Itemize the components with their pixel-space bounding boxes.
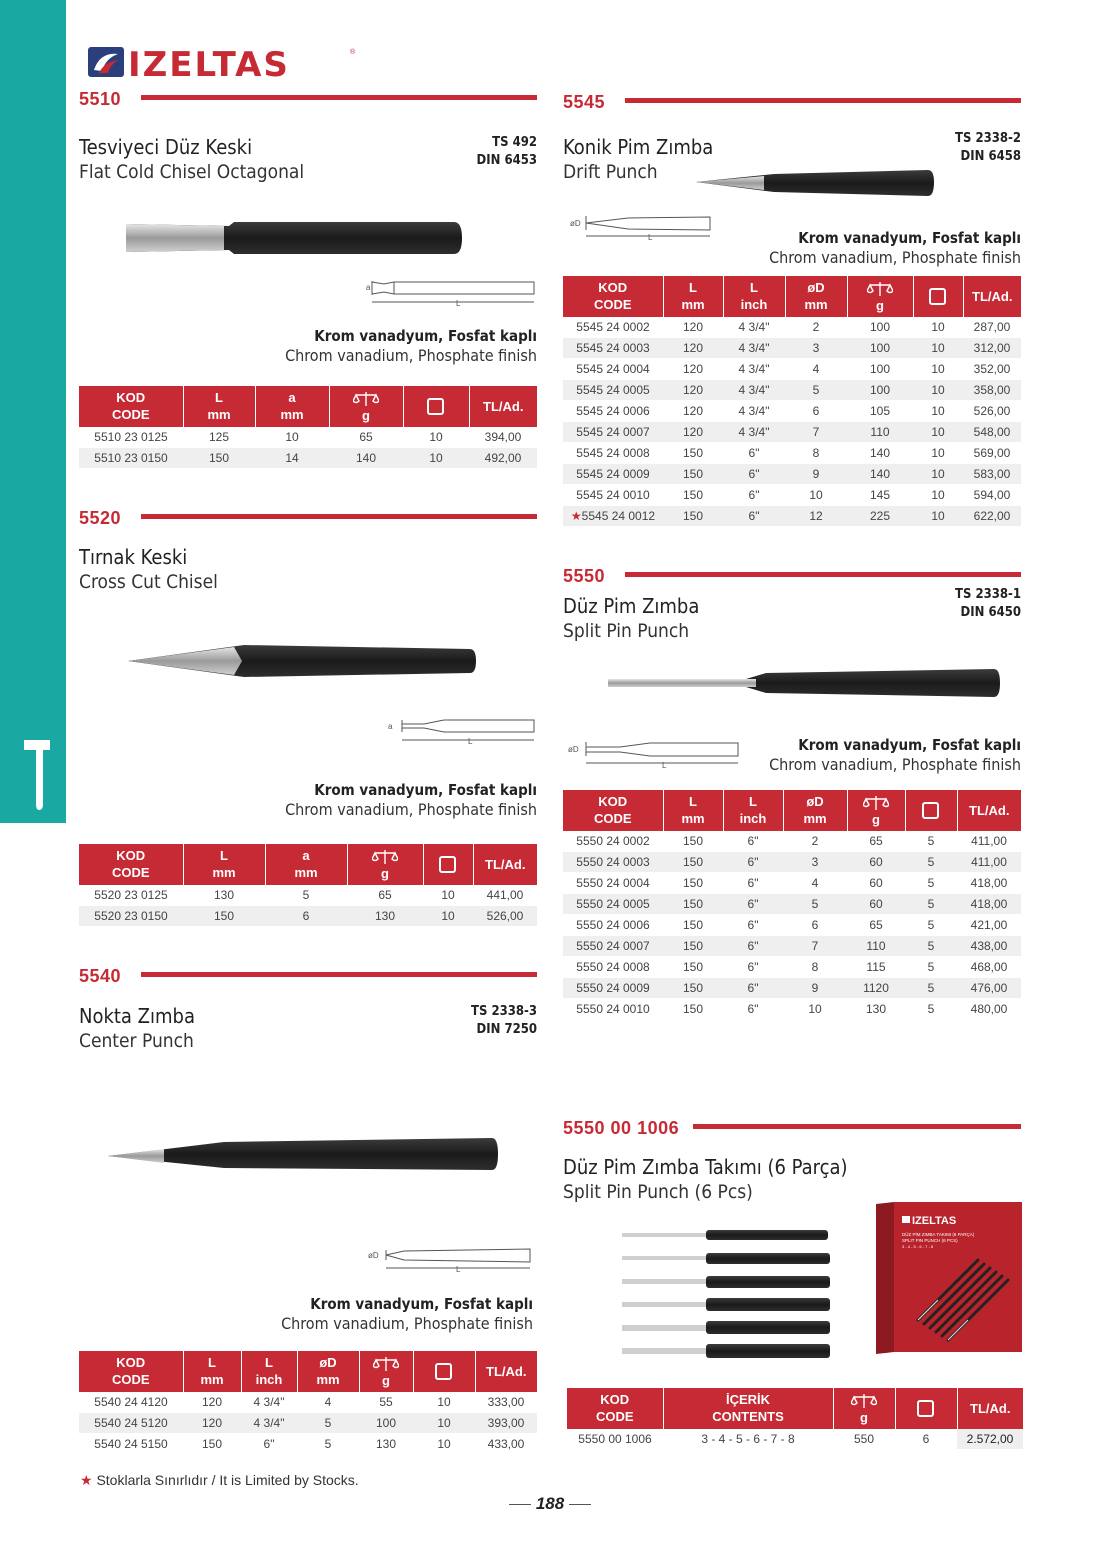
scale-icon: [867, 281, 893, 297]
section-header-5520: 5520: [79, 508, 537, 528]
product-box-image: [876, 1202, 1022, 1354]
spec-table-5510: KOD CODE L mm a mm g TL/Ad. 5510 23 0125 125 10 65 10 394,00 5510 23 0150 150 14 140 10 492,00: [79, 386, 537, 469]
product-title-tr: Düz Pim Zımba: [563, 594, 700, 618]
product-title-en: Drift Punch: [563, 161, 658, 183]
scale-icon: [373, 1356, 399, 1372]
drift-punch-image: [694, 168, 936, 198]
table-row: 5545 24 0005 120 4 3/4" 5 100 10 358,00: [563, 380, 1021, 401]
package-box-icon: [916, 1398, 936, 1418]
table-row: 5545 24 0002 120 4 3/4" 2 100 10 287,00: [563, 317, 1021, 338]
svg-text:øD: øD: [368, 1251, 379, 1260]
spec-table-5550-set: KOD CODE İÇERİK CONTENTS g TL/Ad. 5550 00 1006 3 - 4 - 5 - 6 - 7 - 8 550 6 2.572,00: [567, 1388, 1023, 1450]
table-row: 5540 24 5120 120 4 3/4" 5 100 10 393,00: [79, 1413, 537, 1434]
stock-note: ★ Stoklarla Sınırlıdır / It is Limited by Stocks.: [80, 1472, 359, 1488]
package-box-icon: [928, 286, 948, 306]
material-note: Krom vanadyum, Fosfat kaplı Chrom vanadium, Phosphate finish: [769, 229, 1021, 267]
table-row: 5545 24 0004 120 4 3/4" 4 100 10 352,00: [563, 359, 1021, 380]
logo-text: IZELTAS: [128, 45, 290, 80]
punch-dimension-drawing: [364, 1244, 534, 1274]
product-title-tr: Konik Pim Zımba: [563, 135, 714, 159]
table-row: 5545 24 0003 120 4 3/4" 3 100 10 312,00: [563, 338, 1021, 359]
table-row: 5510 23 0150 150 14 140 10 492,00: [79, 448, 537, 469]
product-title-tr: Tesviyeci Düz Keski: [79, 135, 253, 159]
product-title-tr: Nokta Zımba: [79, 1004, 195, 1028]
table-row: 5545 24 0008 150 6" 8 140 10 569,00: [563, 443, 1021, 464]
chisel-dimension-drawing: [364, 278, 538, 308]
izeltas-logo: [88, 44, 358, 80]
svg-text:IZELTAS: IZELTAS: [912, 1215, 957, 1227]
material-note: Krom vanadyum, Fosfat kaplı Chrom vanadium, Phosphate finish: [281, 1295, 533, 1333]
svg-text:L: L: [456, 1265, 461, 1274]
svg-text:L: L: [662, 761, 667, 770]
product-title-tr: Tırnak Keski: [79, 545, 188, 569]
section-code: 5510: [79, 89, 122, 109]
scale-icon: [863, 795, 889, 811]
scale-icon: [353, 391, 379, 407]
table-row: 5550 24 0009 150 6" 9 1120 5 476,00: [563, 978, 1021, 999]
chisel-tab-icon: [0, 728, 66, 823]
limited-stock-star: ★: [570, 509, 582, 524]
table-row: 5510 23 0125 125 10 65 10 394,00: [79, 427, 537, 448]
package-box-icon: [426, 396, 446, 416]
scale-icon: [851, 1393, 877, 1409]
svg-text:øD: øD: [570, 219, 581, 228]
material-note: Krom vanadyum, Fosfat kaplı Chrom vanadium, Phosphate finish: [285, 327, 537, 365]
product-title-en: Cross Cut Chisel: [79, 571, 218, 593]
section-header-5550-set: 5550 00 1006: [563, 1118, 1021, 1138]
center-punch-image: [104, 1136, 500, 1172]
package-box-icon: [921, 800, 941, 820]
product-title-en: Flat Cold Chisel Octagonal: [79, 161, 305, 183]
table-row: 5545 24 0006 120 4 3/4" 6 105 10 526,00: [563, 401, 1021, 422]
page-number: 188: [0, 1494, 1100, 1514]
section-header-5545: 5545: [563, 92, 1021, 112]
table-row: 5550 24 0007 150 6" 7 110 5 438,00: [563, 936, 1021, 957]
standards: TS 492 DIN 6453: [476, 135, 537, 168]
split-pin-punch-image: [606, 667, 1002, 699]
side-color-bar: [0, 0, 66, 823]
product-title-en: Split Pin Punch: [563, 620, 690, 642]
svg-text:L: L: [648, 233, 653, 242]
standards: TS 2338-1 DIN 6450: [954, 587, 1021, 620]
table-row: 5550 00 1006 3 - 4 - 5 - 6 - 7 - 8 550 6 2.572,00: [567, 1429, 1023, 1450]
table-row: 5540 24 5150 150 6" 5 130 10 433,00: [79, 1434, 537, 1455]
section-header-5550: 5550: [563, 566, 1021, 586]
spec-table-5540: KOD CODE L mm L inch øD mm g TL/Ad. 5540 24 4120 120 4 3/4" 4 55 10 333,00 5540 24 5120 120 4 3/4" 5 100 10 393,00 5540 24 5150 150 6" 5 130 10 433,00: [79, 1351, 537, 1455]
table-row: 5550 24 0008 150 6" 8 115 5 468,00: [563, 957, 1021, 978]
svg-text:3 - 4 - 5 - 6 - 7 - 8: 3 - 4 - 5 - 6 - 7 - 8: [902, 1244, 934, 1249]
product-title-tr: Düz Pim Zımba Takımı (6 Parça): [563, 1155, 848, 1179]
table-row: 5520 23 0125 130 5 65 10 441,00: [79, 885, 537, 906]
table-row: ★5545 24 0012 150 6" 12 225 10 622,00: [563, 506, 1021, 527]
table-row: 5540 24 4120 120 4 3/4" 4 55 10 333,00: [79, 1392, 537, 1413]
svg-text:L: L: [468, 737, 473, 746]
table-row: 5520 23 0150 150 6 130 10 526,00: [79, 906, 537, 927]
punch-dimension-drawing: [566, 738, 742, 770]
table-row: 5550 24 0002 150 6" 2 65 5 411,00: [563, 831, 1021, 852]
spec-table-5520: KOD CODE L mm a mm g TL/Ad. 5520 23 0125 130 5 65 10 441,00 5520 23 0150 150 6 130 10 526,00: [79, 844, 537, 927]
section-header-5540: 5540: [79, 966, 537, 986]
spec-table-5545: KOD CODE L mm L inch øD mm g TL/Ad. 5545 24 0002 120 4 3/4" 2 100 10 287,00 5545 24 0003 120 4 3/4" 3 100 10 312,00 5545 24 0004 120 4 3/4" 4 100 10 352,00 5545 24 0005 120 4 3/4" 5 100 10 358,00 5545 24 0006 120 4 3/4" 6 105 10 526,00 5545 24 0007 120 4 3/4" 7 110 10 548,00 5545 24 0008 150 6" 8 140 10 569,00 5545 24 0009 150 6" 9 140 10 583,00 5545 24 0010 150 6" 10 145 10 594,00 ★5545 24 0012 150 6" 12 225 10 622,00: [563, 276, 1021, 527]
standards: TS 2338-3 DIN 7250: [470, 1004, 537, 1037]
package-box-icon: [434, 1361, 454, 1381]
table-row: 5550 24 0003 150 6" 3 60 5 411,00: [563, 852, 1021, 873]
table-row: 5550 24 0005 150 6" 5 60 5 418,00: [563, 894, 1021, 915]
punch-dimension-drawing: [568, 212, 714, 242]
table-row: 5545 24 0009 150 6" 9 140 10 583,00: [563, 464, 1021, 485]
standards: TS 2338-2 DIN 6458: [954, 131, 1021, 164]
svg-text:a: a: [366, 283, 371, 292]
svg-text:a: a: [388, 722, 393, 731]
cross-cut-chisel-image: [124, 641, 478, 681]
material-note: Krom vanadyum, Fosfat kaplı Chrom vanadium, Phosphate finish: [769, 736, 1021, 774]
product-title-en: Center Punch: [79, 1030, 194, 1052]
section-header-5510: [79, 89, 537, 109]
spec-table-5550: KOD CODE L mm L inch øD mm g TL/Ad. 5550 24 0002 150 6" 2 65 5 411,00 5550 24 0003 150 6" 3 60 5 411,00 5550 24 0004 150 6" 4 60 5 418,00 5550 24 0005 150 6" 5 60 5 418,00 5550 24 0006 150 6" 6 65 5 421,00 5550 24 0007 150 6" 7 110 5 438,00 5550 24 0008 150 6" 8 115 5 468,00 5550 24 0009 150 6" 9 1120 5 476,00 5550 24 0010 150 6" 10 130 5 480,00: [563, 790, 1021, 1020]
flat-chisel-image: [124, 218, 464, 258]
svg-text:®: ®: [350, 49, 356, 56]
table-row: 5550 24 0010 150 6" 10 130 5 480,00: [563, 999, 1021, 1020]
svg-text:L: L: [456, 299, 461, 308]
table-row: 5550 24 0006 150 6" 6 65 5 421,00: [563, 915, 1021, 936]
table-row: 5550 24 0004 150 6" 4 60 5 418,00: [563, 873, 1021, 894]
package-box-icon: [438, 854, 458, 874]
svg-text:DÜZ PİM ZIMBA TAKIMI (6 PARÇA): DÜZ PİM ZIMBA TAKIMI (6 PARÇA): [902, 1232, 975, 1237]
table-row: 5545 24 0007 120 4 3/4" 7 110 10 548,00: [563, 422, 1021, 443]
product-title-en: Split Pin Punch (6 Pcs): [563, 1181, 753, 1203]
svg-text:SPLIT PIN PUNCH (6 PCS): SPLIT PIN PUNCH (6 PCS): [902, 1238, 958, 1243]
svg-text:øD: øD: [568, 745, 579, 754]
star-icon: ★: [80, 1472, 93, 1488]
chisel-dimension-drawing: [384, 716, 538, 746]
material-note: Krom vanadyum, Fosfat kaplı Chrom vanadium, Phosphate finish: [285, 781, 537, 819]
table-row: 5545 24 0010 150 6" 10 145 10 594,00: [563, 485, 1021, 506]
scale-icon: [372, 849, 398, 865]
punch-set-image: [620, 1228, 832, 1360]
section-rule: [141, 95, 537, 100]
